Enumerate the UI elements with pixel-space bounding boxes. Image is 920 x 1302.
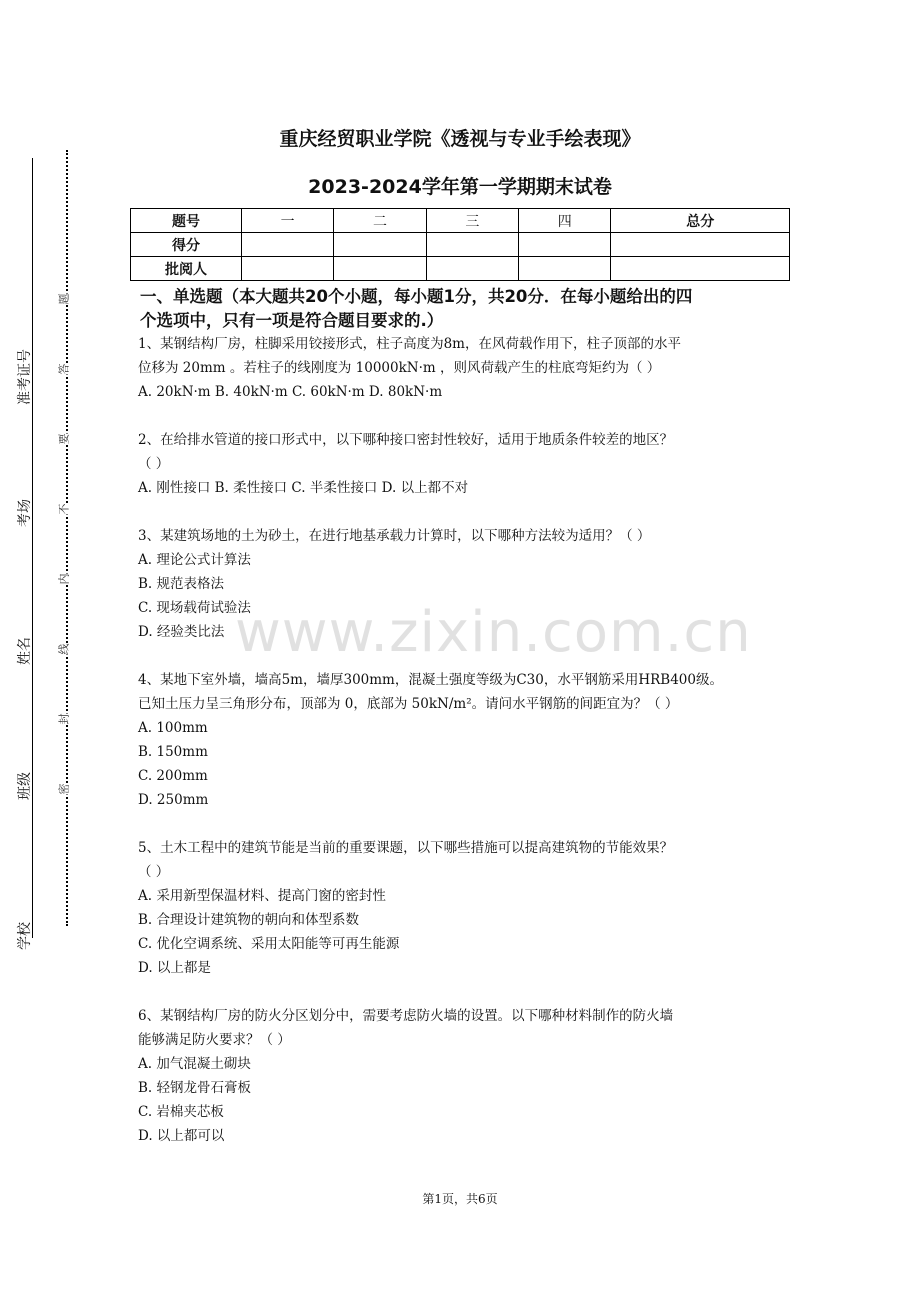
answer-option[interactable]: B. 规范表格法 — [138, 576, 225, 592]
answer-option[interactable]: A. 加气混凝土砌块 — [138, 1056, 251, 1072]
answer-option[interactable]: D. 以上都是 — [138, 960, 211, 976]
answer-option[interactable]: D. 经验类比法 — [138, 624, 225, 640]
seal-char: 封 — [55, 714, 73, 725]
question-stem-line: 2、在给排水管道的接口形式中，以下哪种接口密封性较好，适用于地质条件较差的地区？ — [138, 432, 674, 448]
sidebar-label: 考场 — [17, 499, 33, 527]
seal-char: 题 — [55, 294, 73, 305]
question-stem-line: 1、某钢结构厂房，柱脚采用铰接形式，柱子高度为8m，在风荷载作用下，柱子顶部的水平 — [138, 336, 681, 352]
section-heading-line: 个选项中，只有一项是符合题目要求的.） — [140, 311, 444, 330]
seal-char: 密 — [55, 784, 73, 795]
seal-dotted-line — [66, 150, 68, 926]
seal-char: 线 — [55, 644, 73, 655]
grader-row — [131, 257, 790, 281]
question — [138, 428, 786, 500]
row-label: 批阅人 — [131, 257, 242, 281]
header-cell: 四 — [519, 209, 611, 233]
answer-option[interactable]: A. 采用新型保温材料、提高门窗的密封性 — [138, 888, 386, 904]
question-stem-line: 已知土压力呈三角形分布，顶部为 0，底部为 50kN/m²。请问水平钢筋的间距宜为？（ ） — [138, 696, 679, 712]
sidebar-label: 姓名 — [17, 637, 33, 665]
answer-option[interactable]: C. 优化空调系统、采用太阳能等可再生能源 — [138, 936, 400, 952]
seal-char: 内 — [55, 574, 73, 585]
exam-subtitle: 2023-2024学年第一学期期末试卷 — [308, 176, 612, 198]
grader-cell[interactable] — [334, 257, 426, 281]
header-cell: 题号 — [131, 209, 242, 233]
page-footer: 第1页，共6页 — [422, 1192, 498, 1206]
answer-option[interactable]: B. 150mm — [138, 744, 208, 760]
section-heading — [140, 285, 790, 333]
exam-title: 重庆经贸职业学院《透视与专业手绘表现》 — [279, 128, 641, 150]
section-heading-line: 一、单选题（本大题共20个小题，每小题1分，共20分．在每小题给出的四 — [140, 287, 693, 306]
sidebar-label: 学校 — [17, 922, 33, 950]
question-list — [138, 332, 786, 1172]
question-stem-line: 6、某钢结构厂房的防火分区划分中，需要考虑防火墙的设置。以下哪种材料制作的防火墙 — [138, 1008, 674, 1024]
seal-char: 不 — [55, 504, 73, 515]
score-cell[interactable] — [334, 233, 426, 257]
answer-option[interactable]: A. 理论公式计算法 — [138, 552, 251, 568]
question — [138, 1004, 786, 1148]
answer-option[interactable]: D. 以上都可以 — [138, 1128, 225, 1144]
answer-option[interactable]: C. 现场载荷试验法 — [138, 600, 251, 616]
question-stem-line: 3、某建筑场地的土为砂土，在进行地基承载力计算时，以下哪种方法较为适用？（ ） — [138, 528, 651, 544]
answer-option[interactable]: A. 100mm — [138, 720, 208, 736]
answer-option[interactable]: B. 轻钢龙骨石膏板 — [138, 1080, 252, 1096]
answer-option[interactable]: A. 刚性接口 B. 柔性接口 C. 半柔性接口 D. 以上都不对 — [138, 480, 469, 496]
question — [138, 332, 786, 404]
score-cell[interactable] — [426, 233, 518, 257]
score-cell[interactable] — [611, 233, 790, 257]
seal-char: 答 — [55, 364, 73, 375]
sidebar-label: 准考证号 — [17, 349, 33, 405]
answer-option[interactable]: C. 岩棉夹芯板 — [138, 1104, 224, 1120]
grader-cell[interactable] — [519, 257, 611, 281]
answer-option[interactable]: A. 20kN·m B. 40kN·m C. 60kN·m D. 80kN·m — [138, 384, 443, 400]
row-label: 得分 — [131, 233, 242, 257]
question — [138, 836, 786, 980]
grader-cell[interactable] — [426, 257, 518, 281]
question-stem-line: 位移为 20mm 。若柱子的线刚度为 10000kN·m ，则风荷载产生的柱底弯矩约为（ ） — [138, 360, 661, 376]
header-cell: 三 — [426, 209, 518, 233]
question — [138, 668, 786, 812]
question-stem-line: 4、某地下室外墙，墙高5m，墙厚300mm，混凝土强度等级为C30，水平钢筋采用HRB400级。 — [138, 672, 723, 688]
watermark: www.zixin.com.cn — [235, 600, 752, 665]
sidebar-label: 班级 — [17, 772, 33, 800]
answer-option[interactable]: C. 200mm — [138, 768, 208, 784]
header-cell: 一 — [242, 209, 334, 233]
score-table — [130, 208, 790, 281]
answer-option[interactable]: D. 250mm — [138, 792, 209, 808]
score-cell[interactable] — [519, 233, 611, 257]
score-table-header-row — [131, 209, 790, 233]
header-cell: 二 — [334, 209, 426, 233]
question-stem-line: （ ） — [138, 456, 170, 472]
question-stem-line: （ ） — [138, 864, 170, 880]
score-cell[interactable] — [242, 233, 334, 257]
binding-line — [32, 158, 33, 938]
grader-cell[interactable] — [242, 257, 334, 281]
grader-cell[interactable] — [611, 257, 790, 281]
answer-option[interactable]: B. 合理设计建筑物的朝向和体型系数 — [138, 912, 360, 928]
question-stem-line: 能够满足防火要求？（ ） — [138, 1032, 291, 1048]
header-cell: 总分 — [611, 209, 790, 233]
seal-char: 要 — [55, 434, 73, 445]
question-stem-line: 5、土木工程中的建筑节能是当前的重要课题，以下哪些措施可以提高建筑物的节能效果？ — [138, 840, 674, 856]
score-row — [131, 233, 790, 257]
